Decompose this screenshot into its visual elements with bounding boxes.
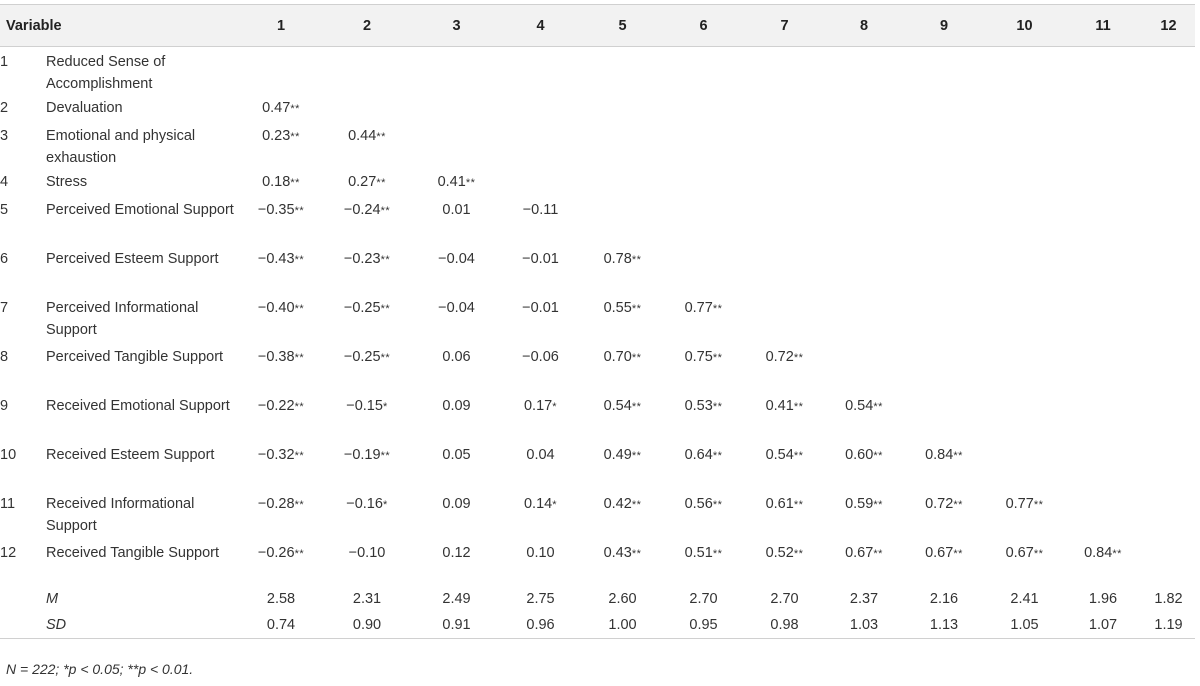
correlation-cell: 0.14* xyxy=(523,495,557,512)
correlation-cell xyxy=(582,96,663,121)
correlation-cell xyxy=(320,47,414,96)
correlation-cell xyxy=(985,440,1064,489)
correlation-cell: 0.77** xyxy=(1005,495,1044,512)
sd-value: 1.19 xyxy=(1142,613,1195,639)
significance-marker: ** xyxy=(290,130,300,143)
correlation-cell xyxy=(1142,47,1195,96)
correlation-cell xyxy=(1064,195,1142,244)
significance-marker: ** xyxy=(1112,547,1122,560)
correlation-cell: −0.01 xyxy=(522,299,559,316)
table-row xyxy=(0,538,1195,587)
significance-marker: ** xyxy=(294,204,305,217)
correlation-cell xyxy=(1142,170,1195,195)
correlation-cell xyxy=(414,47,499,96)
table-row xyxy=(0,96,1195,121)
significance-marker: ** xyxy=(953,547,963,560)
significance-marker: ** xyxy=(294,351,305,364)
correlation-cell: −0.40** xyxy=(257,299,305,316)
correlation-cell xyxy=(663,195,744,244)
row-number: 11 xyxy=(0,495,16,512)
mean-value: 1.82 xyxy=(1154,590,1183,607)
correlation-cell xyxy=(1142,293,1195,342)
correlation-cell xyxy=(985,121,1064,170)
row-number: 3 xyxy=(0,127,9,144)
significance-marker: ** xyxy=(712,351,723,364)
correlation-cell: 0.54** xyxy=(845,397,883,414)
correlation-cell: 0.10 xyxy=(526,544,555,561)
correlation-cell: −0.38** xyxy=(257,348,305,365)
variable-name: Emotional and physical exhaustion xyxy=(46,127,196,166)
correlation-cell: 0.60** xyxy=(845,446,883,463)
correlation-cell xyxy=(1064,121,1142,170)
significance-marker: ** xyxy=(712,498,723,511)
correlation-cell: 0.67** xyxy=(845,544,883,561)
variable-name: Perceived Informational Support xyxy=(46,299,199,338)
significance-marker: ** xyxy=(631,498,642,511)
correlation-cell: 0.41** xyxy=(765,397,804,414)
row-number: 1 xyxy=(0,54,9,70)
correlation-cell: −0.22** xyxy=(257,397,305,414)
significance-marker: ** xyxy=(294,449,305,462)
correlation-cell xyxy=(1142,489,1195,538)
correlation-cell: 0.53** xyxy=(684,397,723,414)
correlation-cell xyxy=(499,96,582,121)
table-row xyxy=(0,170,1195,195)
header-col-11: 11 xyxy=(1064,5,1142,47)
significance-marker: ** xyxy=(294,302,305,315)
significance-marker: ** xyxy=(380,204,391,217)
significance-marker: ** xyxy=(1033,547,1044,560)
correlation-cell: −0.28** xyxy=(257,495,305,512)
variable-name: Perceived Emotional Support xyxy=(46,201,234,218)
variable-name: Stress xyxy=(46,173,88,190)
row-number: 10 xyxy=(0,446,17,463)
correlation-cell: 0.54** xyxy=(765,446,804,463)
correlation-cell: 0.84** xyxy=(925,446,963,463)
significance-marker: ** xyxy=(1033,498,1044,511)
correlation-cell: 0.54** xyxy=(603,397,642,414)
correlation-cell: 0.78** xyxy=(603,250,642,267)
correlation-cell: −0.16* xyxy=(346,495,388,512)
correlation-cell: −0.32** xyxy=(257,446,305,463)
header-col-3: 3 xyxy=(414,5,499,47)
row-number: 2 xyxy=(0,99,9,116)
sd-value: 0.96 xyxy=(499,613,582,639)
correlation-cell xyxy=(1064,244,1142,293)
correlation-cell: 0.27** xyxy=(348,173,386,190)
correlation-cell: −0.25** xyxy=(343,299,391,316)
correlation-cell xyxy=(414,121,499,170)
sd-value: 1.03 xyxy=(825,613,903,639)
mean-value: 2.16 xyxy=(929,590,959,607)
correlation-cell: −0.25** xyxy=(343,348,391,365)
significance-marker: ** xyxy=(380,253,391,266)
correlation-cell: 0.77** xyxy=(684,299,723,316)
significance-marker: ** xyxy=(631,449,642,462)
mean-value: 2.49 xyxy=(442,590,471,607)
header-col-2: 2 xyxy=(320,5,414,47)
mean-row xyxy=(0,587,1195,613)
row-number: 7 xyxy=(0,299,9,316)
correlation-cell xyxy=(985,47,1064,96)
mean-value: 2.75 xyxy=(526,590,555,607)
significance-marker: ** xyxy=(793,449,804,462)
variable-name: Perceived Esteem Support xyxy=(46,250,219,267)
correlation-cell xyxy=(1064,489,1142,538)
correlation-cell xyxy=(903,342,985,391)
correlation-cell xyxy=(825,121,903,170)
correlation-cell xyxy=(320,96,414,121)
correlation-cell xyxy=(825,47,903,96)
sd-value: 0.90 xyxy=(320,613,414,639)
significance-marker: * xyxy=(552,498,557,511)
correlation-cell xyxy=(582,170,663,195)
correlation-cell xyxy=(903,293,985,342)
table-row xyxy=(0,440,1195,489)
correlation-cell: 0.09 xyxy=(442,495,471,512)
correlation-cell xyxy=(1142,244,1195,293)
header-col-7: 7 xyxy=(744,5,825,47)
significance-marker: ** xyxy=(631,547,642,560)
significance-marker: ** xyxy=(294,498,305,511)
mean-value: 2.70 xyxy=(689,590,718,607)
correlation-cell xyxy=(1064,47,1142,96)
correlation-cell xyxy=(903,391,985,440)
header-col-9: 9 xyxy=(903,5,985,47)
mean-value: 2.60 xyxy=(608,590,637,607)
correlation-cell: 0.72** xyxy=(925,495,963,512)
correlation-cell xyxy=(903,121,985,170)
significance-marker: ** xyxy=(631,302,642,315)
significance-marker: ** xyxy=(873,498,883,511)
significance-marker: ** xyxy=(376,130,386,143)
significance-marker: ** xyxy=(380,351,391,364)
sd-row xyxy=(0,613,1195,639)
table-row xyxy=(0,293,1195,342)
correlation-cell: −0.43** xyxy=(257,250,305,267)
correlation-cell xyxy=(1064,440,1142,489)
mean-value: 2.37 xyxy=(849,590,879,607)
significance-marker: ** xyxy=(953,449,963,462)
correlation-cell xyxy=(744,96,825,121)
correlation-cell xyxy=(985,342,1064,391)
correlation-cell xyxy=(1064,170,1142,195)
correlation-cell: 0.01 xyxy=(442,201,471,218)
correlation-cell: −0.06 xyxy=(522,348,559,365)
correlation-cell xyxy=(825,342,903,391)
significance-marker: ** xyxy=(712,547,723,560)
row-number: 4 xyxy=(0,173,9,190)
sd-value: 0.91 xyxy=(414,613,499,639)
correlation-cell: 0.17* xyxy=(523,397,557,414)
correlation-cell: 0.67** xyxy=(1005,544,1044,561)
correlation-cell: −0.35** xyxy=(257,201,305,218)
mean-label: M xyxy=(46,590,59,607)
significance-marker: ** xyxy=(953,498,963,511)
mean-value: 1.96 xyxy=(1088,590,1118,607)
sd-value: 0.98 xyxy=(744,613,825,639)
correlation-cell xyxy=(1064,293,1142,342)
correlation-cell xyxy=(744,293,825,342)
sd-label: SD xyxy=(46,613,242,639)
significance-marker: * xyxy=(552,400,557,413)
header-col-10: 10 xyxy=(985,5,1064,47)
correlation-cell xyxy=(582,47,663,96)
correlation-cell xyxy=(663,96,744,121)
correlation-cell xyxy=(985,391,1064,440)
correlation-cell xyxy=(1064,342,1142,391)
mean-value: 2.70 xyxy=(770,590,799,607)
significance-marker: ** xyxy=(873,449,883,462)
correlation-cell: 0.18** xyxy=(262,173,300,190)
correlation-cell xyxy=(985,195,1064,244)
significance-marker: ** xyxy=(712,302,723,315)
correlation-cell: 0.72** xyxy=(765,348,804,365)
table-row xyxy=(0,244,1195,293)
correlation-cell xyxy=(744,170,825,195)
significance-marker: ** xyxy=(290,102,300,115)
correlation-cell xyxy=(985,293,1064,342)
correlation-cell xyxy=(499,47,582,96)
correlation-cell xyxy=(663,47,744,96)
correlation-cell xyxy=(582,121,663,170)
header-col-5: 5 xyxy=(582,5,663,47)
variable-name: Perceived Tangible Support xyxy=(46,348,224,365)
correlation-cell: −0.11 xyxy=(522,201,559,218)
correlation-cell: 0.05 xyxy=(442,446,471,463)
correlation-cell: −0.26** xyxy=(257,544,305,561)
correlation-cell xyxy=(825,170,903,195)
correlation-cell: 0.43** xyxy=(603,544,642,561)
correlation-cell xyxy=(499,121,582,170)
correlation-cell: 0.75** xyxy=(684,348,723,365)
significance-marker: ** xyxy=(465,176,476,189)
correlation-cell: 0.59** xyxy=(845,495,883,512)
sd-value: 1.05 xyxy=(985,613,1064,639)
header-col-8: 8 xyxy=(825,5,903,47)
correlation-cell xyxy=(825,293,903,342)
header-row xyxy=(0,5,1195,47)
significance-marker: ** xyxy=(712,400,723,413)
row-number: 5 xyxy=(0,201,9,218)
row-number: 8 xyxy=(0,348,9,365)
significance-marker: ** xyxy=(793,547,804,560)
correlation-cell xyxy=(663,244,744,293)
correlation-cell xyxy=(985,96,1064,121)
mean-value: 2.58 xyxy=(266,590,296,607)
correlation-cell: −0.10 xyxy=(348,544,386,561)
correlation-cell: 0.47** xyxy=(262,99,300,116)
table-row xyxy=(0,489,1195,538)
correlation-cell: −0.04 xyxy=(438,250,475,267)
table-row xyxy=(0,47,1195,96)
correlation-cell xyxy=(242,47,320,96)
correlation-cell: 0.12 xyxy=(442,544,471,561)
correlation-cell: 0.67** xyxy=(925,544,963,561)
correlation-cell xyxy=(825,96,903,121)
correlation-cell xyxy=(499,170,582,195)
significance-marker: ** xyxy=(631,351,642,364)
table-row xyxy=(0,391,1195,440)
correlation-cell: 0.56** xyxy=(684,495,723,512)
significance-marker: ** xyxy=(631,400,642,413)
correlation-cell xyxy=(903,96,985,121)
significance-marker: ** xyxy=(793,400,804,413)
correlation-cell xyxy=(1142,440,1195,489)
stat-spacer xyxy=(0,587,46,613)
correlation-cell xyxy=(1142,538,1195,587)
correlation-cell: 0.51** xyxy=(684,544,723,561)
correlation-cell xyxy=(744,121,825,170)
correlation-cell: −0.19** xyxy=(343,446,391,463)
correlation-cell: 0.23** xyxy=(262,127,300,144)
significance-marker: ** xyxy=(380,302,391,315)
correlation-cell xyxy=(1142,391,1195,440)
row-number: 9 xyxy=(0,397,9,414)
correlation-cell xyxy=(1142,96,1195,121)
table-header xyxy=(0,5,1195,47)
correlation-cell xyxy=(582,195,663,244)
correlation-cell: −0.01 xyxy=(522,250,559,267)
variable-name: Received Informational Support xyxy=(46,495,195,534)
correlation-cell: 0.06 xyxy=(442,348,471,365)
header-col-6: 6 xyxy=(663,5,744,47)
sd-value: 1.13 xyxy=(903,613,985,639)
correlation-cell: 0.49** xyxy=(603,446,642,463)
variable-name: Reduced Sense of Accomplishment xyxy=(46,54,166,92)
variable-name: Received Tangible Support xyxy=(46,544,220,561)
row-number: 6 xyxy=(0,250,9,267)
significance-marker: ** xyxy=(290,176,300,189)
correlation-cell xyxy=(903,244,985,293)
correlation-cell xyxy=(744,195,825,244)
table-row xyxy=(0,195,1195,244)
correlation-cell xyxy=(825,244,903,293)
significance-marker: ** xyxy=(294,547,305,560)
stat-spacer xyxy=(0,613,46,639)
table-row xyxy=(0,342,1195,391)
header-variable: Variable xyxy=(0,5,242,47)
significance-marker: ** xyxy=(793,498,804,511)
correlation-cell xyxy=(1064,96,1142,121)
correlation-cell xyxy=(1142,195,1195,244)
correlation-cell: −0.04 xyxy=(438,299,475,316)
correlation-cell: −0.23** xyxy=(343,250,391,267)
correlation-cell xyxy=(903,170,985,195)
correlation-cell: 0.84** xyxy=(1084,544,1122,561)
correlation-cell xyxy=(1142,121,1195,170)
header-col-1: 1 xyxy=(242,5,320,47)
significance-marker: ** xyxy=(294,400,305,413)
correlation-cell xyxy=(903,47,985,96)
correlation-cell: 0.42** xyxy=(603,495,642,512)
significance-marker: ** xyxy=(712,449,723,462)
significance-marker: ** xyxy=(873,547,883,560)
correlation-cell xyxy=(825,195,903,244)
variable-name: Received Esteem Support xyxy=(46,446,215,463)
significance-marker: * xyxy=(382,498,388,511)
correlation-cell xyxy=(1064,391,1142,440)
sd-value: 1.07 xyxy=(1064,613,1142,639)
variable-name: Received Emotional Support xyxy=(46,397,230,414)
significance-marker: ** xyxy=(380,449,391,462)
significance-marker: ** xyxy=(294,253,305,266)
correlation-cell: 0.41** xyxy=(437,173,476,190)
header-col-4: 4 xyxy=(499,5,582,47)
correlation-cell: 0.55** xyxy=(603,299,642,316)
correlation-cell: −0.15* xyxy=(346,397,388,414)
table-body xyxy=(0,47,1195,639)
correlation-cell: 0.64** xyxy=(684,446,723,463)
correlation-cell xyxy=(985,244,1064,293)
correlation-table xyxy=(0,4,1195,639)
correlation-cell xyxy=(1142,342,1195,391)
header-col-12: 12 xyxy=(1142,5,1195,47)
significance-marker: ** xyxy=(376,176,386,189)
sd-value: 0.74 xyxy=(242,613,320,639)
mean-value: 2.41 xyxy=(1010,590,1039,607)
correlation-cell xyxy=(663,170,744,195)
significance-marker: * xyxy=(382,400,388,413)
correlation-cell: 0.70** xyxy=(603,348,642,365)
correlation-cell: −0.24** xyxy=(343,201,391,218)
sd-value: 1.00 xyxy=(582,613,663,639)
correlation-cell: 0.44** xyxy=(348,127,386,144)
correlation-cell xyxy=(744,47,825,96)
table-note: N = 222; *p < 0.05; **p < 0.01. xyxy=(6,661,194,677)
correlation-cell xyxy=(663,121,744,170)
correlation-cell xyxy=(985,170,1064,195)
correlation-cell: 0.09 xyxy=(442,397,471,414)
significance-marker: ** xyxy=(793,351,804,364)
mean-value: 2.31 xyxy=(352,590,382,607)
correlation-cell xyxy=(414,96,499,121)
significance-marker: ** xyxy=(631,253,642,266)
correlation-cell xyxy=(744,244,825,293)
table-row xyxy=(0,121,1195,170)
correlation-cell xyxy=(903,195,985,244)
significance-marker: ** xyxy=(873,400,883,413)
sd-value: 0.95 xyxy=(663,613,744,639)
correlation-cell: 0.52** xyxy=(765,544,804,561)
variable-name: Devaluation xyxy=(46,99,123,116)
correlation-cell: 0.61** xyxy=(765,495,804,512)
correlation-cell: 0.04 xyxy=(526,446,555,463)
row-number: 12 xyxy=(0,544,17,561)
